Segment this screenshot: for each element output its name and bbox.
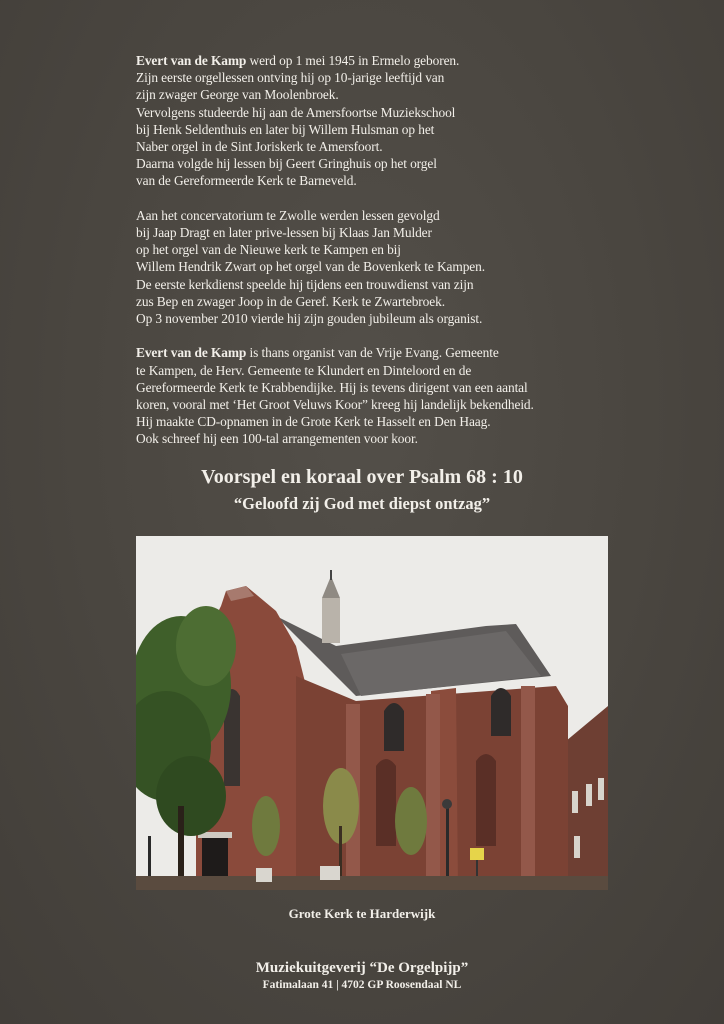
photo-caption: Grote Kerk te Harderwijk: [288, 906, 436, 921]
piece-subtitle: “Geloofd zij God met diepst ontzag”: [233, 494, 491, 513]
publisher-address: Fatimalaan 41 | 4702 GP Roosendaal NL: [262, 979, 462, 991]
church-photo: [136, 536, 608, 890]
biography-text: Evert van de Kamp werd op 1 mei 1945 in Ermelo geboren. Zijn eerste orgellessen ontving hij op 10-jarige leeftijd van zijn zwager George van Moolenbroek. Vervolgens studeerde hij aan de Amersfoortse Muziekschool bij Henk Seldenthuis en later bij Willem Hulsman op het Naber orgel in de Sint Joriskerk te Amersfoort. Daarna volgde hij lessen bij Geert Gringhuis op het orgel van de Gereformeerde Kerk te Barneveld. Aan het concervatorium te Zwolle werden lessen gevolgd bij Jaap Dragt en later prive-lessen bij Klaas Jan Mulder op het orgel van de Nieuwe kerk te Kampen en bij Willem Hendrik Zwart op het orgel van de Bovenkerk te Kampen. De eerste kerkdienst speelde hij tijdens een trouwdienst van zijn zus Bep en zwager Joop in de Geref. Kerk te Zwartebroek. Op 3 november 2010 vierde hij zijn gouden jubileum als organist. Evert van de Kamp is thans organist van de Vrije Evang. Gemeente te Kampen, de Herv. Gemeente te Klundert en Dinteloord en de Gereformeerde Kerk te Krabbendijke. Hij is tevens dirigent van een aantal koren, vooral met ‘Het Groot Veluws Koor” kreeg hij landelijk bekendheid. Hij maakte CD-opnamen in de Grote Kerk te Hasselt en Den Haag. Ook schreef hij een 100-tal arrangementen voor koor.: [136, 53, 534, 447]
publisher-name: Muziekuitgeverij “De Orgelpijp”: [255, 960, 469, 976]
piece-title: Voorspel en koraal over Psalm 68 : 10: [201, 466, 523, 488]
bio-name: Evert van de Kamp: [136, 53, 247, 68]
bio-name: Evert van de Kamp: [136, 345, 247, 361]
